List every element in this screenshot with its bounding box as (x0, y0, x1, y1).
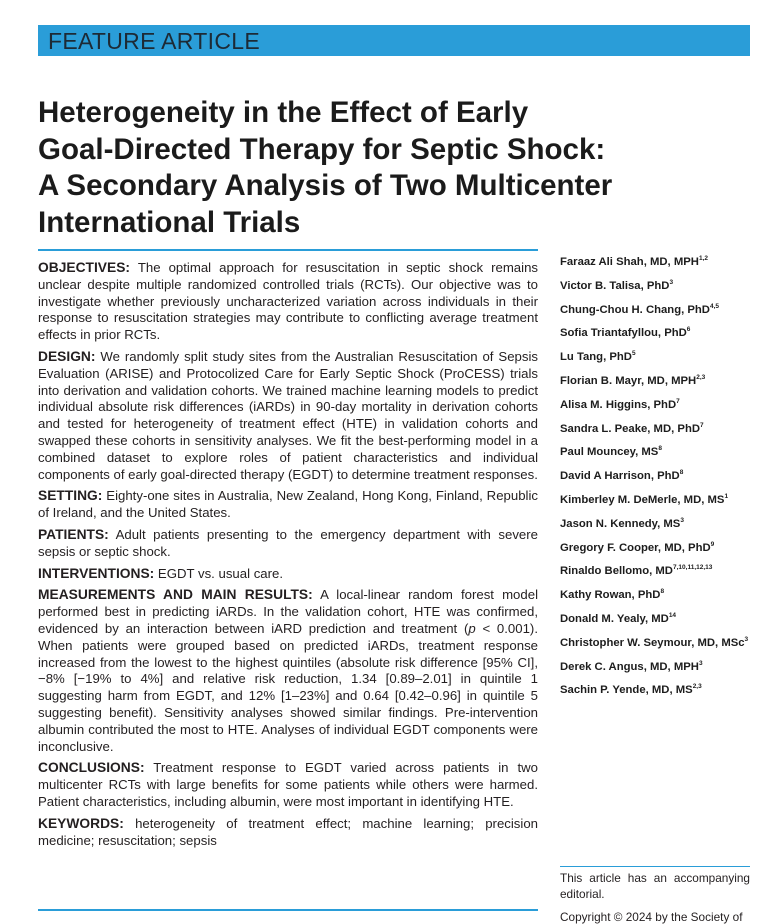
feature-article-banner (38, 25, 750, 56)
author-affiliation: 1 (724, 492, 729, 500)
author-name: David A Harrison, PhD (560, 470, 680, 483)
abstract-patients (38, 527, 538, 561)
author-name: Sofia Triantafyllou, PhD (560, 327, 687, 340)
abstract (38, 260, 538, 854)
section-label: FEATURE ARTICLE (48, 28, 260, 54)
article-title (38, 95, 738, 241)
editorial-note: This article has an accompanying editorial. (560, 871, 750, 901)
author-name: Chung-Chou H. Chang, PhD (560, 303, 710, 316)
abstract-setting (38, 488, 538, 522)
author-item (560, 535, 760, 559)
sidebar-divider (560, 866, 750, 867)
author-item (560, 273, 760, 297)
author-affiliation: 3 (698, 659, 703, 667)
author-affiliation: 4,5 (709, 302, 720, 310)
author-affiliation: 8 (660, 588, 665, 596)
author-affiliation: 2,3 (692, 683, 702, 691)
abstract-keywords (38, 816, 538, 850)
section-label: DESIGN: (38, 348, 96, 364)
author-affiliation: 7,10,11,12,13 (672, 564, 713, 572)
author-item (560, 677, 760, 701)
section-label: MEASUREMENTS AND MAIN RESULTS: (38, 587, 313, 603)
author-name: Sachin P. Yende, MD, MS (560, 684, 693, 697)
author-name: Rinaldo Bellomo, MD (560, 565, 673, 578)
author-item (560, 416, 760, 440)
section-text: EGDT vs. usual care. (154, 565, 284, 581)
section-text: The optimal approach for resuscitation in septic shock remains unclear despite multiple randomized controlled trials (RCTs). Our objective was to investigate whether previously uncharacterized variation across individuals in their response to resuscitation strategies may contribute to conflicting average treatment effects in prior RCTs. (38, 260, 538, 343)
section-text: We randomly split study sites from the Australian Resuscitation of Sepsis Evaluation (ARISE) and Protocolized Care for Early Septic Shock (ProCESS) trials into derivation and validation cohorts. We trained machine learning models to predict individual absolute risk differences (iARDs) in 90-day mortality in derivation cohorts and tested for heterogeneity of treatment effect (HTE) in validation cohorts and swapped these cohorts in sensitivity analyses. We fit the best-performing model in a combined dataset to explore roles of patient characteristics and individual components of early goal-directed therapy (EGDT) to determine treatment responses. (38, 348, 538, 482)
author-name: Kathy Rowan, PhD (560, 589, 661, 602)
title-line: Heterogeneity in the Effect of Early (38, 96, 529, 129)
abstract-interventions (38, 566, 538, 583)
author-name: Kimberley M. DeMerle, MD, MS (560, 493, 725, 506)
author-affiliation: 1,2 (698, 255, 708, 262)
section-label: SETTING: (38, 488, 103, 504)
section-label: PATIENTS: (38, 526, 109, 542)
author-item (560, 487, 760, 511)
author-affiliation: 3 (680, 516, 684, 524)
section-label: KEYWORDS: (38, 815, 124, 831)
author-name: Sandra L. Peake, MD, PhD (560, 422, 700, 435)
author-item (560, 654, 760, 678)
abstract-design (38, 349, 538, 483)
author-name: Gregory F. Cooper, MD, PhD (560, 541, 711, 554)
author-affiliation: 6 (686, 326, 691, 334)
author-name: Paul Mouncey, MS (560, 446, 659, 459)
title-line: A Secondary Analysis of Two Multicenter (38, 169, 613, 202)
author-affiliation: 8 (658, 445, 662, 453)
author-name: Lu Tang, PhD (560, 351, 632, 364)
section-text: Treatment response to EGDT varied across patients in two multicenter RCTs with large benefits for some patients while others were harmed. Patient characteristics, including albumin, were most important in identifying HTE. (38, 760, 538, 809)
abstract-objectives (38, 260, 538, 344)
author-item (560, 439, 760, 463)
author-item (560, 558, 760, 582)
author-list (560, 249, 760, 701)
abstract-bottom-divider (38, 909, 538, 911)
author-affiliation: 3 (669, 278, 674, 286)
author-affiliation: 5 (631, 350, 636, 358)
author-item (560, 582, 760, 606)
author-name: Alisa M. Higgins, PhD (560, 398, 677, 411)
title-line: International Trials (38, 205, 301, 239)
author-item (560, 630, 760, 654)
author-item (560, 511, 760, 535)
author-item (560, 297, 760, 321)
author-name: Victor B. Talisa, PhD (560, 279, 670, 292)
author-item (560, 606, 760, 630)
title-divider (38, 249, 538, 251)
author-item (560, 463, 760, 487)
section-text: heterogeneity of treatment effect; machine learning; precision medicine; resuscitation; sepsis (38, 815, 538, 848)
author-item (560, 344, 760, 368)
author-affiliation: 8 (679, 469, 684, 477)
author-name: Donald M. Yealy, MD (560, 612, 669, 625)
section-text: A local-linear random forest model performed best in predicting iARDs. In the validation cohort, HTE was confirmed, evidenced by an interaction between iARD prediction and treatment ( (38, 587, 538, 636)
section-text: Eighty-one sites in Australia, New Zealand, Hong Kong, Finland, Republic of Ireland, and the United States. (38, 488, 538, 521)
abstract-measurements (38, 587, 538, 755)
section-label: OBJECTIVES: (38, 260, 130, 275)
author-item (560, 392, 760, 416)
author-affiliation: 14 (668, 611, 677, 619)
author-name: Florian B. Mayr, MD, MPH (560, 374, 697, 387)
section-text: Adult patients presenting to the emergency department with severe sepsis or septic shock. (38, 526, 538, 559)
author-affiliation: 7 (700, 421, 704, 429)
section-text: < 0.001). When patients were grouped based on predicted iARDs, treatment response increased from the lowest to the highest quintiles (absolute risk difference [95% CI], −8% [−19% to 4%] and relative risk reduction, 1.34 [0.89–2.01] in quintile 1 suggesting harm from EGDT, and 12% [1–23%] and 0.64 [0.42–0.96] in quintile 5 suggesting benefit). Sensitivity analyses showed similar findings. Pre-intervention albumin contributed the most to HTE. Analyses of individual EGDT components were inconclusive. (38, 620, 538, 754)
author-item (560, 368, 760, 392)
section-label: INTERVENTIONS: (38, 565, 155, 581)
section-label: CONCLUSIONS: (38, 760, 145, 776)
author-name: Faraaz Ali Shah, MD, MPH (560, 256, 699, 268)
author-affiliation: 3 (744, 635, 749, 643)
author-affiliation: 9 (710, 540, 715, 548)
abstract-conclusions (38, 760, 538, 810)
author-item (560, 320, 760, 344)
author-affiliation: 2,3 (696, 373, 706, 381)
author-name: Jason N. Kennedy, MS (560, 517, 681, 530)
p-value-symbol: p (468, 620, 476, 636)
author-affiliation: 7 (676, 397, 680, 405)
title-line: Goal-Directed Therapy for Septic Shock: (38, 132, 606, 166)
author-item (560, 249, 760, 273)
author-name: Derek C. Angus, MD, MPH (560, 660, 699, 673)
copyright-line: Copyright © 2024 by the Society of (560, 910, 743, 924)
author-name: Christopher W. Seymour, MD, MSc (560, 636, 745, 649)
